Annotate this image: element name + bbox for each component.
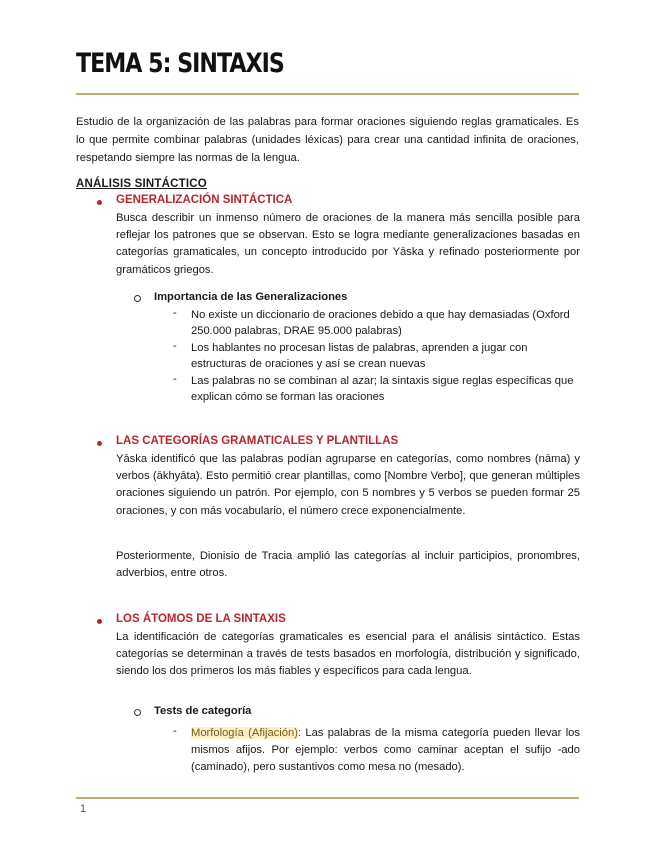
highlighted-term: Morfología (Afijación)	[191, 727, 298, 739]
section-paragraph: Busca describir un inmenso número de oraciones de la manera más sencilla posible para reflejar los patrones que se observan. Esto se logra mediante generalizaciones basadas en categorías gramaticales, un concepto introducido por Yāska y refinado posteriormente por gramáticos griegos.	[116, 212, 580, 276]
bullet-icon	[97, 441, 102, 446]
section-title-atomos: LOS ÁTOMOS DE LA SINTAXIS	[116, 613, 286, 625]
dash-bullet-icon: -	[173, 373, 177, 385]
list-item: Las palabras no se combinan al azar; la sintaxis sigue reglas específicas que explican cómo se forman las oraciones	[191, 375, 574, 404]
subheading-tests: Tests de categoría	[154, 705, 252, 717]
bullet-icon	[97, 200, 102, 205]
title-divider	[76, 93, 579, 95]
list-item-text: : Las palabras de la misma categoría pueden llevar los mismos afijos. Por ejemplo: verbos como caminar aceptan el sufijo -ado (caminado), pero sustantivos como mesa no (mesado).	[191, 727, 581, 773]
section-paragraph: La identificación de categorías gramaticales es esencial para el análisis sintáctico. Estas categorías se determinan a través de tests basados en morfología, distribución y significado, siendo los dos primeros los más fiables y específicos para cada lengua.	[116, 631, 580, 678]
list-item: No existe un diccionario de oraciones debido a que hay demasiadas (Oxford 250.000 palabras, DRAE 95.000 palabras)	[191, 309, 570, 338]
page-title: TEMA 5: SINTAXIS	[76, 48, 284, 79]
section-paragraph: Yāska identificó que las palabras podían agruparse en categorías, como nombres (nāma) y verbos (ākhyāta). Esto permitió crear plantillas, como [Nombre Verbo], que generan múltiples oraciones siguiendo un patrón. Por ejemplo, con 5 nombres y 5 verbos se pueden formar 25 oraciones, y con más vocabulario, el número crece exponencialmente.	[116, 453, 580, 517]
section-paragraph: Posteriormente, Dionisio de Tracia amplió las categorías al incluir participios, pronombres, adverbios, entre otros.	[116, 550, 580, 580]
list-item: Los hablantes no procesan listas de palabras, aprenden a jugar con estructuras de oraciones y así se crean nuevas	[191, 342, 528, 371]
dash-bullet-icon: -	[173, 307, 177, 319]
section-title-generalizacion: GENERALIZACIÓN SINTÁCTICA	[116, 194, 293, 206]
circle-bullet-icon	[134, 709, 141, 716]
page-number: 1	[80, 803, 87, 815]
section-title-categorias: LAS CATEGORÍAS GRAMATICALES Y PLANTILLAS	[116, 435, 399, 447]
footer-divider	[76, 797, 579, 799]
intro-paragraph: Estudio de la organización de las palabras para formar oraciones siguiendo reglas gramaticales. Es lo que permite combinar palabras (unidades léxicas) para crear una cantidad infinita de oraciones, respetando siempre las normas de la lengua.	[76, 116, 579, 164]
dash-bullet-icon: -	[173, 725, 177, 737]
bullet-icon	[97, 619, 102, 624]
subheading-importancia: Importancia de las Generalizaciones	[154, 291, 348, 303]
section-heading: ANÁLISIS SINTÁCTICO	[76, 178, 207, 190]
list-item	[191, 725, 580, 776]
circle-bullet-icon	[134, 295, 141, 302]
dash-bullet-icon: -	[173, 340, 177, 352]
